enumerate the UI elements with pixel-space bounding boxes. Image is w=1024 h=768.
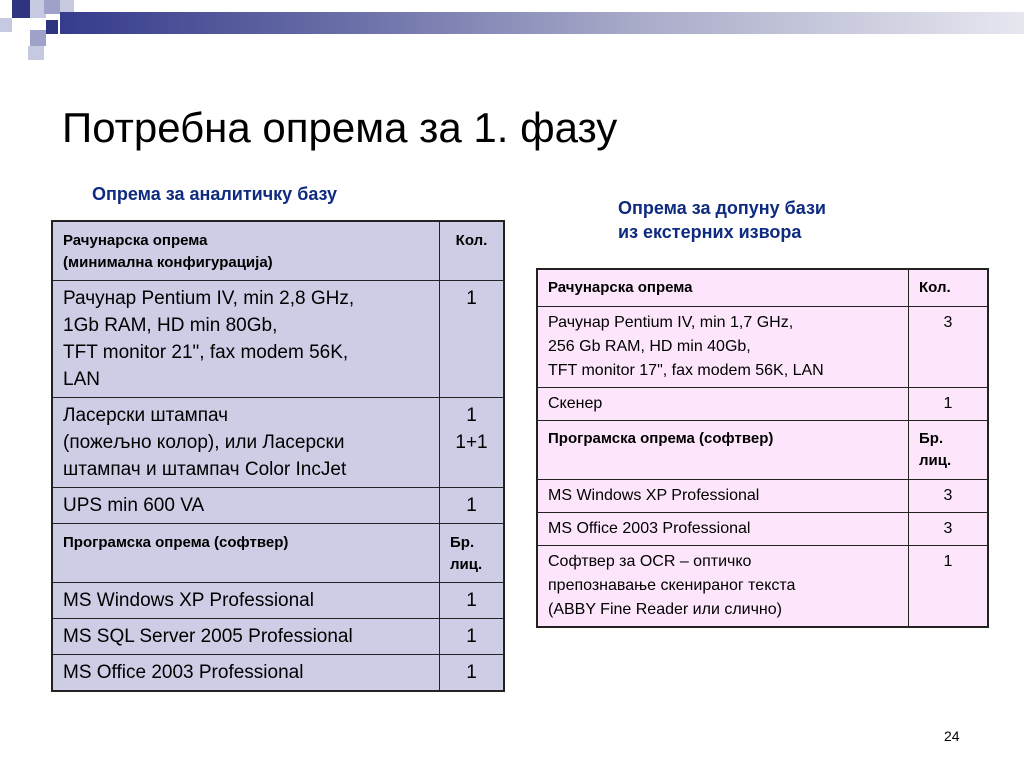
qty-line: 1: [466, 405, 477, 426]
item-cell: [52, 488, 440, 524]
table-header-row: [537, 421, 988, 480]
qty-cell: 1: [440, 583, 505, 619]
software-header-cell: Програмска опрема (софтвер): [52, 524, 440, 583]
item-line: (ABBY Fine Reader или слично): [548, 601, 782, 618]
item-cell: Скенер: [537, 388, 909, 421]
decor-square: [30, 30, 46, 46]
table-row: [52, 398, 504, 488]
item-line: LAN: [63, 369, 100, 390]
item-cell: [52, 281, 440, 398]
decor-square: [0, 18, 12, 32]
table-header-row: [52, 221, 504, 281]
left-table-caption: Опрема за аналитичку базу: [92, 184, 338, 204]
caption-line: Опрема за допуну бази: [618, 198, 827, 218]
item-line: TFT monitor 17", fax modem 56K, LAN: [548, 362, 824, 379]
decor-square: [12, 0, 30, 18]
external-sources-table: [536, 268, 989, 628]
caption-line: из екстерних извора: [618, 222, 802, 242]
item-line: TFT monitor 21", fax modem 56K,: [63, 342, 349, 363]
table-header-row: [52, 524, 504, 583]
item-line: 1Gb RAM, HD min 80Gb,: [63, 315, 278, 336]
item-cell: MS Windows XP Professional: [537, 480, 909, 513]
header-line: Бр.: [450, 534, 475, 551]
header-gradient-bar: [60, 12, 1024, 34]
table-row: [52, 488, 504, 524]
qty-header-cell: Кол.: [909, 269, 989, 307]
qty-cell: 1: [440, 655, 505, 692]
hardware-header-cell: [52, 221, 440, 281]
table-row: [52, 281, 504, 398]
qty-cell: [440, 488, 505, 524]
page-title: Потребна опрема за 1. фазу: [62, 104, 618, 151]
table-header-row: [537, 269, 988, 307]
item-line: Рачунар Pentium IV, min 2,8 GHz,: [63, 288, 355, 309]
header-line: Бр.: [919, 430, 944, 447]
qty-header-cell: Кол.: [440, 221, 505, 281]
decor-square: [44, 0, 60, 14]
page-number: 24: [944, 728, 960, 744]
item-line: Софтвер за OCR – оптичко: [548, 553, 752, 570]
qty-line: 1+1: [455, 432, 488, 453]
item-cell: [537, 307, 909, 388]
table-row: [537, 513, 988, 546]
header-line: лиц.: [919, 452, 952, 469]
item-cell: MS Office 2003 Professional: [52, 655, 440, 692]
header-line: лиц.: [450, 556, 483, 573]
header-line: (минимална конфигурација): [63, 254, 273, 271]
item-line: (пожељно колор), или Ласерски: [63, 432, 345, 453]
item-cell: [537, 546, 909, 628]
table-row: [537, 546, 988, 628]
item-line: штампач и штампач Color IncJet: [63, 459, 347, 480]
header-line: Рачунарска опрема: [63, 232, 208, 249]
qty-cell: [440, 281, 505, 398]
hardware-header-cell: Рачунарска опрема: [537, 269, 909, 307]
software-header-cell: Програмска опрема (софтвер): [537, 421, 909, 480]
item-cell: MS Windows XP Professional: [52, 583, 440, 619]
table-row: [537, 388, 988, 421]
qty-cell: 3: [909, 307, 989, 388]
qty-cell: 1: [440, 619, 505, 655]
qty-cell: [440, 398, 505, 488]
decor-square: [28, 46, 44, 60]
table-row: [537, 480, 988, 513]
qty-line: 1: [466, 495, 477, 516]
qty-cell: 1: [909, 546, 989, 628]
item-line: препознавање скенираног текста: [548, 577, 796, 594]
item-cell: [52, 398, 440, 488]
item-cell: MS Office 2003 Professional: [537, 513, 909, 546]
table-row: [537, 307, 988, 388]
right-table-caption: [618, 196, 826, 244]
qty-cell: 1: [909, 388, 989, 421]
analytic-equipment-table: [51, 220, 505, 692]
table-row: [52, 619, 504, 655]
item-cell: MS SQL Server 2005 Professional: [52, 619, 440, 655]
qty-cell: 3: [909, 513, 989, 546]
license-header-cell: [909, 421, 989, 480]
item-line: Рачунар Pentium IV, min 1,7 GHz,: [548, 314, 794, 331]
table-row: [52, 583, 504, 619]
decor-square: [60, 0, 74, 12]
item-line: Ласерски штампач: [63, 405, 229, 426]
item-line: UPS min 600 VA: [63, 495, 205, 516]
table-row: [52, 655, 504, 692]
qty-line: 1: [466, 288, 477, 309]
item-line: 256 Gb RAM, HD min 40Gb,: [548, 338, 751, 355]
license-header-cell: [440, 524, 505, 583]
qty-cell: 3: [909, 480, 989, 513]
decor-square: [46, 20, 58, 34]
